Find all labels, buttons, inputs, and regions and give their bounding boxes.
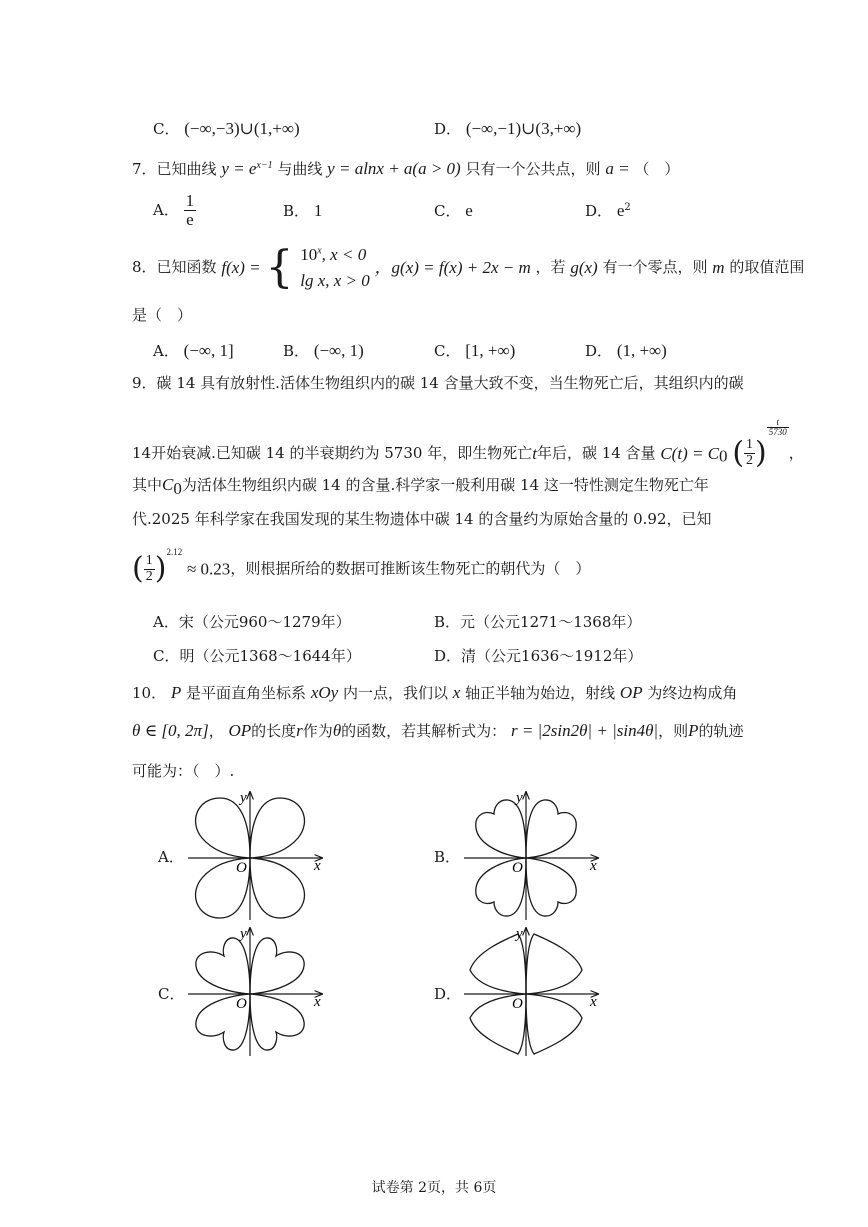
q10-figure-c <box>180 922 330 1062</box>
q9-half-fraction-2: $\frac{1}{2}$ <box>145 552 153 584</box>
q8-stem-line2: 是（ ） <box>132 306 193 324</box>
q9-line1: 9．碳 14 具有放射性.活体生物组织内的碳 14 含量大致不变，当生物死亡后，其组织内的碳 <box>132 374 744 392</box>
q9-line2: 14开始衰减.已知碳 14 的半衰期约为 5730 年，即生物死亡t年后，碳 14 含量 $C(t) = C_0$ ( $\frac{1}{2}$ ) $\frac{t}{5730}$ ， <box>132 417 804 471</box>
q7-a-fraction: $\frac{1}{e}$ <box>185 191 195 229</box>
q10-figure-a <box>180 786 330 926</box>
q7-option-a: A． $\frac{1}{e}$ <box>153 191 195 229</box>
q10-option-a-label: A． <box>158 848 184 866</box>
q8-option-c: C． [1, +∞) <box>434 341 516 360</box>
q8-option-d: D． (1, +∞) <box>585 341 667 360</box>
q7-option-d: D． $e^2$ <box>585 201 631 220</box>
page-footer: 试卷第 2页，共 6页 <box>371 1180 497 1196</box>
q9-line4: 代.2025 年科学家在我国发现的某生物遗体中碳 14 的含量约为原始含量的 0.92，已知 <box>132 510 712 528</box>
q7-option-b: B． 1 <box>283 201 323 220</box>
q9-option-d: D．清（公元1636～1912年） <box>434 647 643 665</box>
q9-option-b: B．元（公元1271～1368年） <box>434 613 642 631</box>
q8-stem: 8．已知函数 f(x) = { 10$^x$, x < 0 lg x, x > 0 ，g(x) = f(x) + 2x − m ，若 g(x) 有一个零点，则 m 的取值范围 <box>132 241 805 293</box>
y-axis-label: y <box>240 790 247 806</box>
q10-option-d-label: D． <box>434 985 462 1003</box>
q9-option-a: A．宋（公元960～1279年） <box>153 613 351 631</box>
q9-half-fraction: $\frac{1}{2}$ <box>746 437 754 468</box>
q10-line1: 10． P 是平面直角坐标系 xOy 内一点，我们以 x 轴正半轴为始边，射线 OP 为终边构成角 <box>132 683 738 702</box>
y-axis-label: y <box>516 790 523 806</box>
origin-label: O <box>512 860 523 876</box>
q10-option-b-label: B． <box>434 848 461 866</box>
y-axis-label: y <box>516 926 523 942</box>
q9-exponent-fraction: $\frac{t}{5730}$ <box>768 417 787 438</box>
q9-line5: ( $\frac{1}{2}$ )$^{2.12}$ ≈ 0.23，则根据所给的数据可推断该生物死亡的朝代为（ ） <box>132 547 591 586</box>
x-axis-label: x <box>590 994 597 1010</box>
q9-line3: 其中$C_0$为活体生物组织内碳 14 的含量.科学家一般利用碳 14 这一特性测定生物死亡年 <box>132 475 709 498</box>
q8-option-a: A． (−∞, 1] <box>153 341 234 360</box>
q8-piecewise: 10$^x$, x < 0 lg x, x > 0 <box>300 245 370 290</box>
x-axis-label: x <box>590 858 597 874</box>
q10-figure-d <box>456 922 606 1062</box>
origin-label: O <box>236 860 247 876</box>
q10-line3: 可能为：（ ）. <box>132 762 235 780</box>
q8-option-b: B． (−∞, 1) <box>283 341 364 360</box>
origin-label: O <box>236 996 247 1012</box>
q7-option-c: C． e <box>434 201 473 220</box>
q10-figure-b <box>456 786 606 926</box>
x-axis-label: x <box>314 994 321 1010</box>
q10-line2: θ ∈ [0, 2π]， OP的长度r作为θ的函数，若其解析式为： r = |2sin2θ| + |sin4θ|，则P的轨迹 <box>132 721 744 740</box>
q10-option-c-label: C． <box>158 985 185 1003</box>
q7-stem: 7．已知曲线 $y = e^{x-1}$ 与曲线 y = alnx + a(a > 0) 只有一个公共点，则 a = （ ） <box>132 159 680 178</box>
origin-label: O <box>512 996 523 1012</box>
q6-option-c: C． (−∞,−3)∪(1,+∞) <box>153 119 300 138</box>
q9-option-c: C．明（公元1368～1644年） <box>153 647 361 665</box>
y-axis-label: y <box>240 926 247 942</box>
q6-option-d: D． (−∞,−1)∪(3,+∞) <box>434 119 582 138</box>
x-axis-label: x <box>314 858 321 874</box>
